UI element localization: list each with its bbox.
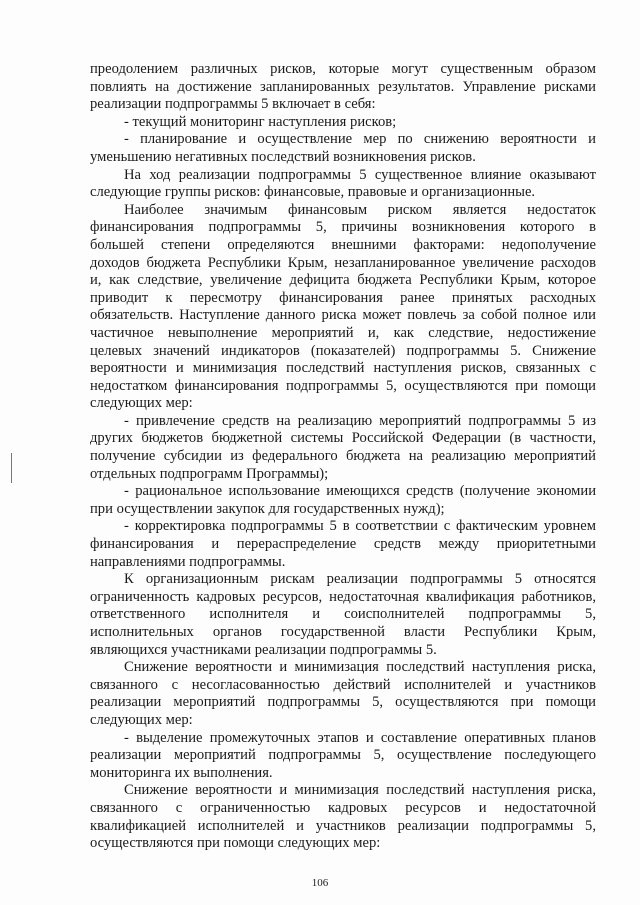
text-line: - привлечение средств на реализацию мероприятий подпрограммы 5 из bbox=[124, 412, 596, 429]
text-line: К организационным рискам реализации подпрограммы 5 относятся bbox=[124, 571, 596, 588]
text-line: отдельных подпрограмм Программы); bbox=[90, 465, 329, 482]
text-line: приводит к пересмотру финансирования ранее принятых расходных bbox=[90, 289, 596, 306]
text-line: связанного с несогласованностью действий исполнителей и участников bbox=[90, 676, 596, 693]
text-line: реализации мероприятий подпрограммы 5, осуществление последующего bbox=[90, 747, 596, 764]
text-line: преодолением различных рисков, которые могут существенным образом bbox=[90, 61, 596, 77]
text-line: направлениями подпрограммы. bbox=[90, 553, 286, 570]
text-line: целевых значений индикаторов (показателей) подпрограммы 5. Снижение bbox=[90, 342, 596, 359]
text-line: частичное невыполнение мероприятий и, как следствие, недостижение bbox=[90, 324, 596, 341]
scan-margin-mark bbox=[11, 453, 12, 483]
text-line: финансирования подпрограммы 5, причины возникновения которого в bbox=[90, 219, 596, 236]
text-line: и, как следствие, увеличение дефицита бюджета Республики Крым, которое bbox=[90, 272, 596, 289]
text-line: Снижение вероятности и минимизация последствий наступления риска, bbox=[124, 782, 596, 799]
text-line: получение субсидии из федерального бюджета на реализацию мероприятий bbox=[90, 448, 596, 465]
text-line: - текущий мониторинг наступления рисков; bbox=[124, 113, 397, 130]
text-line: - рациональное использование имеющихся средств (получение экономии bbox=[124, 483, 596, 500]
text-line: повлиять на достижение запланированных результатов. Управление рисками bbox=[90, 78, 596, 95]
text-line: обязательств. Наступление данного риска может повлечь за собой полное или bbox=[90, 307, 596, 324]
text-line: других бюджетов бюджетной системы Российской Федерации (в частности, bbox=[90, 430, 596, 447]
text-line: при осуществлении закупок для государственных нужд); bbox=[90, 500, 445, 517]
text-line: уменьшению негативных последствий возникновения рисков. bbox=[90, 148, 476, 165]
text-line: следующих мер: bbox=[90, 395, 193, 412]
text-line: осуществляются при помощи следующих мер: bbox=[90, 835, 381, 852]
text-line: Наиболее значимым финансовым риском является недостаток bbox=[124, 201, 596, 218]
page-number: 106 bbox=[311, 877, 329, 889]
text-line: - выделение промежуточных этапов и составление оперативных планов bbox=[124, 729, 596, 746]
text-line: ограниченность кадровых ресурсов, недостаточная квалификация работников, bbox=[90, 588, 596, 605]
text-line: большей степени определяются внешними факторами: недополучение bbox=[90, 236, 596, 253]
text-line: мониторинга их выполнения. bbox=[90, 764, 273, 781]
document-body-text bbox=[90, 61, 596, 853]
text-line: исполнительных органов государственной власти Республики Крым, bbox=[90, 624, 596, 640]
text-line: связанного с ограниченностью кадровых ресурсов и недостаточной bbox=[90, 799, 596, 816]
text-line: - планирование и осуществление мер по снижению вероятности и bbox=[124, 131, 596, 148]
text-line: являющихся участниками реализации подпрограммы 5. bbox=[90, 641, 437, 658]
text-line: следующих мер: bbox=[90, 711, 193, 728]
text-line: квалификацией исполнителей и участников реализации подпрограммы 5, bbox=[90, 817, 596, 834]
text-line: вероятности и минимизация последствий наступления рисков, связанных с bbox=[90, 360, 596, 377]
text-line: реализации подпрограммы 5 включает в себя: bbox=[90, 96, 376, 113]
text-line: - корректировка подпрограммы 5 в соответствии с фактическим уровнем bbox=[124, 518, 596, 535]
text-line: следующие группы рисков: финансовые, правовые и организационные. bbox=[90, 184, 536, 201]
text-line: Снижение вероятности и минимизация последствий наступления риска, bbox=[124, 659, 596, 676]
text-line: ответственного исполнителя и соисполнителей подпрограммы 5, bbox=[90, 606, 596, 623]
text-line: недостатком финансирования подпрограммы 5, осуществляются при помощи bbox=[90, 377, 596, 394]
text-line: доходов бюджета Республики Крым, незапланированное увеличение расходов bbox=[90, 254, 596, 271]
text-line: На ход реализации подпрограммы 5 существенное влияние оказывают bbox=[124, 166, 596, 183]
text-line: реализации мероприятий подпрограммы 5, осуществляются при помощи bbox=[90, 694, 596, 711]
text-line: финансирования и перераспределение средств между приоритетными bbox=[90, 536, 596, 553]
